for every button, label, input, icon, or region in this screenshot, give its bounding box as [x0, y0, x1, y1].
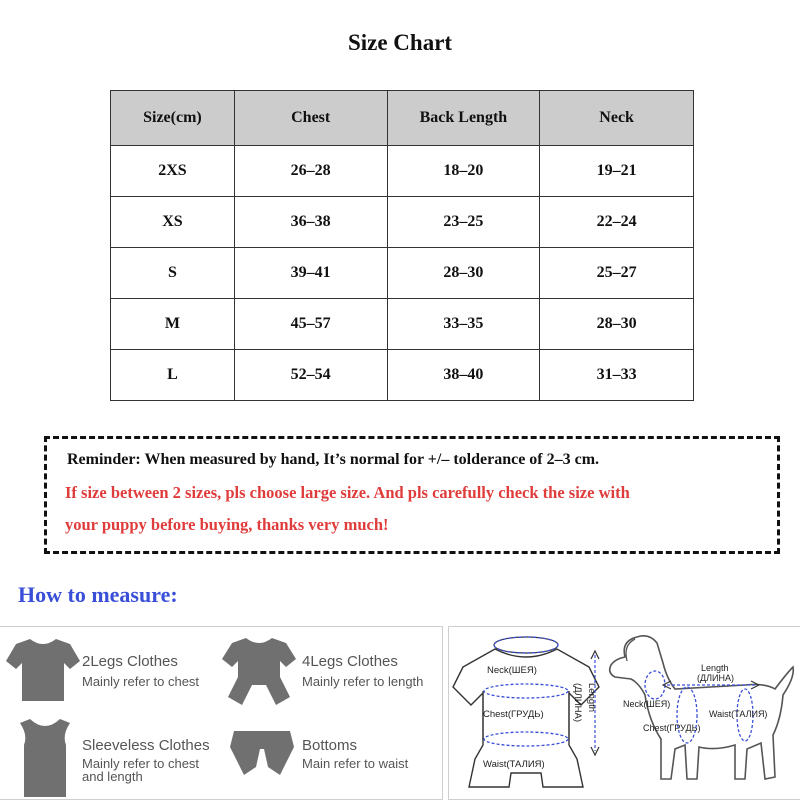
measure-diagram-panel	[448, 626, 800, 800]
reminder-size-advice-text: If size between 2 sizes, pls choose large size. And pls carefully check the size with	[65, 483, 630, 502]
shirt-measure-diagram	[449, 627, 609, 799]
header-neck: Neck	[540, 91, 694, 146]
cell-back-length: 28–30	[387, 248, 540, 299]
cell-chest: 36–38	[234, 197, 387, 248]
cell-neck: 22–24	[540, 197, 694, 248]
dog-chest-label: Chest(ГРУДЬ)	[643, 723, 701, 733]
bottoms-icon	[228, 727, 296, 787]
size-table	[110, 90, 694, 401]
dog-length-label: Length	[701, 663, 729, 673]
bottoms-title: Bottoms	[302, 737, 358, 754]
cell-size: 2XS	[111, 146, 235, 197]
cell-size: XS	[111, 197, 235, 248]
sleeveless-sub: Mainly refer to chest	[82, 756, 200, 771]
dog-measure-diagram	[605, 627, 800, 799]
sleeveless-sub-2: and length	[82, 769, 143, 784]
table-row	[111, 299, 694, 350]
reminder-tolerance-text: Reminder: When measured by hand, It’s normal for +/– tolderance of 2–3 cm.	[67, 451, 600, 468]
table-row	[111, 350, 694, 401]
four-legs-title: 4Legs Clothes	[302, 653, 398, 670]
header-size: Size(cm)	[111, 91, 235, 146]
dog-neck-label: Neck(ШЕЯ)	[623, 699, 671, 709]
sleeveless-title: Sleeveless Clothes	[82, 737, 210, 754]
four-legs-sub: Mainly refer to length	[302, 674, 424, 689]
page-title: Size Chart	[347, 30, 453, 55]
table-row	[111, 197, 694, 248]
cell-size: M	[111, 299, 235, 350]
tshirt-icon	[4, 635, 82, 705]
reminder-thanks-text: your puppy before buying, thanks very much!	[65, 515, 389, 534]
header-chest: Chest	[234, 91, 387, 146]
cell-back-length: 23–25	[387, 197, 540, 248]
bottoms-sub: Main refer to waist	[302, 756, 409, 771]
cell-chest: 39–41	[234, 248, 387, 299]
table-row	[111, 248, 694, 299]
table-row	[111, 146, 694, 197]
cell-back-length: 18–20	[387, 146, 540, 197]
clothes-types-panel	[0, 626, 443, 800]
header-back-length: Back Length	[387, 91, 540, 146]
cell-chest: 26–28	[234, 146, 387, 197]
jumpsuit-icon	[220, 635, 298, 707]
two-legs-title: 2Legs Clothes	[82, 653, 178, 670]
vest-icon	[16, 717, 74, 799]
cell-neck: 28–30	[540, 299, 694, 350]
cell-size: L	[111, 350, 235, 401]
cell-neck: 31–33	[540, 350, 694, 401]
dog-length-ru-label: (ДЛИНА)	[697, 673, 734, 683]
cell-neck: 25–27	[540, 248, 694, 299]
cell-chest: 45–57	[234, 299, 387, 350]
shirt-length-ru-label: (ДЛИНА)	[572, 683, 583, 723]
shirt-waist-label: Waist(ТАЛИЯ)	[483, 759, 545, 770]
shirt-neck-label: Neck(ШЕЯ)	[487, 665, 537, 676]
cell-back-length: 33–35	[387, 299, 540, 350]
cell-chest: 52–54	[234, 350, 387, 401]
reminder-box	[44, 436, 780, 554]
dog-waist-label: Waist(ТАЛИЯ)	[709, 709, 768, 719]
how-to-measure-heading: How to measure:	[18, 582, 178, 607]
cell-neck: 19–21	[540, 146, 694, 197]
shirt-length-label: Length	[586, 683, 597, 713]
cell-size: S	[111, 248, 235, 299]
two-legs-sub: Mainly refer to chest	[82, 674, 200, 689]
table-header-row	[111, 91, 694, 146]
shirt-chest-label: Chest(ГРУДЬ)	[483, 709, 544, 720]
cell-back-length: 38–40	[387, 350, 540, 401]
